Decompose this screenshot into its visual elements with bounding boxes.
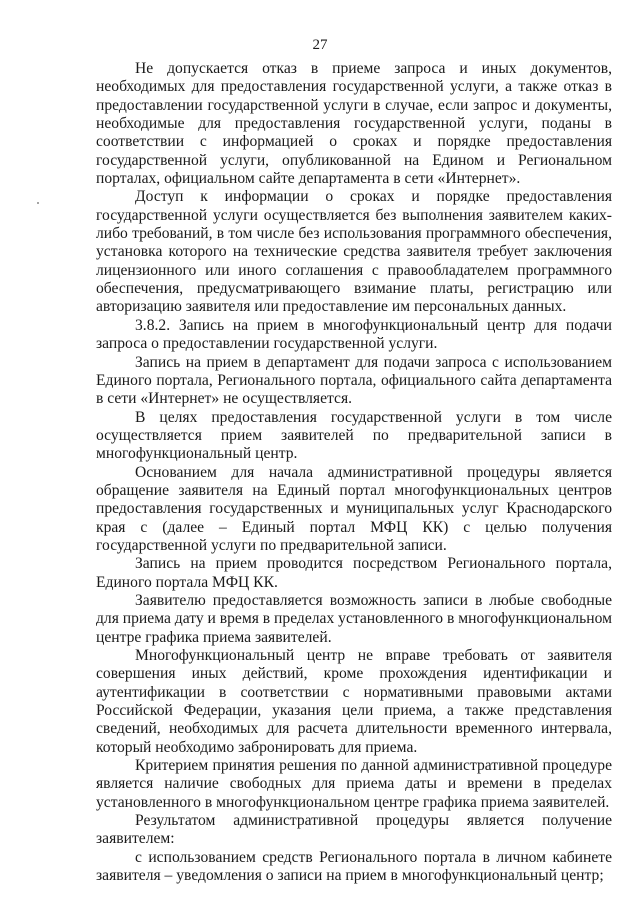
- paragraph-section-3-8-2: 3.8.2. Запись на прием в многофункциональный центр для подачи запроса о предоставлении государственной услуги.: [96, 316, 612, 353]
- paragraph-portal-notification: с использованием средств Регионального портала в личном кабинете заявителя – уведомления о записи на прием в многофункциональный центр;: [96, 848, 612, 885]
- paragraph-refusal-inadmissible: Не допускается отказ в приеме запроса и иных документов, необходимых для предоставления государственной услуги, а также отказ в предоставлении государственной услуги в случае, если запрос и документы, необходимые для предоставления государственной услуги, поданы в соответствии с информацией о сроках и порядке предоставления государственной услуги, опубликованной на Едином и Региональном порталах, официальном сайте департамента в сети «Интернет».: [96, 60, 612, 188]
- paragraph-procedure-basis: Основанием для начала административной процедуры является обращение заявителя на Единый портал многофункциональных центров предоставления государственных и муниципальных услуг Краснодарского края с (далее – Единый портал МФЦ КК) с целью получения государственной услуги по предварительной записи.: [96, 463, 612, 554]
- paragraph-department-appointment: Запись на прием в департамент для подачи запроса с использованием Единого портала, Регионального портала, официального сайта департамента в сети «Интернет» не осуществляется.: [96, 353, 612, 408]
- paragraph-free-slots: Заявителю предоставляется возможность записи в любые свободные для приема дату и время в пределах установленного в многофункциональном центре графика приема заявителей.: [96, 591, 613, 646]
- paragraph-information-access: Доступ к информации о сроках и порядке предоставления государственной услуги осуществляется без выполнения заявителем каких-либо требований, в том числе без использования программного обеспечения, установка которого на технические средства заявителя требует заключения лицензионного или иного соглашения с правообладателем программного обеспечения, предусматривающего взимание платы, регистрацию или авторизацию заявителя или предоставление им персональных данных.: [96, 188, 612, 316]
- paragraph-procedure-result: Результатом административной процедуры является получение заявителем:: [96, 812, 612, 848]
- paragraph-appointment-channels: Запись на прием проводится посредством Регионального портала, Единого портала МФЦ КК.: [96, 555, 612, 591]
- document-body: [96, 60, 612, 885]
- paragraph-mfc-restrictions: Многофункциональный центр не вправе требовать от заявителя совершения иных действий, кроме прохождения идентификации и аутентификации в соответствии с нормативными правовыми актами Российской Федерации, указания цели приема, а также представления сведений, необходимых для расчета длительности временного интервала, который необходимо забронировать для приема.: [96, 647, 612, 756]
- paragraph-decision-criterion: Критерием принятия решения по данной административной процедуре является наличие свободных для приема даты и времени в пределах установленного в многофункциональном центре графика приема заявителей.: [96, 757, 612, 811]
- paragraph-preliminary-appointment: В целях предоставления государственной услуги в том числе осуществляется прием заявителей по предварительной записи в многофункциональный центр.: [96, 408, 612, 463]
- page-number: 27: [312, 37, 328, 53]
- scan-speck: [37, 202, 39, 204]
